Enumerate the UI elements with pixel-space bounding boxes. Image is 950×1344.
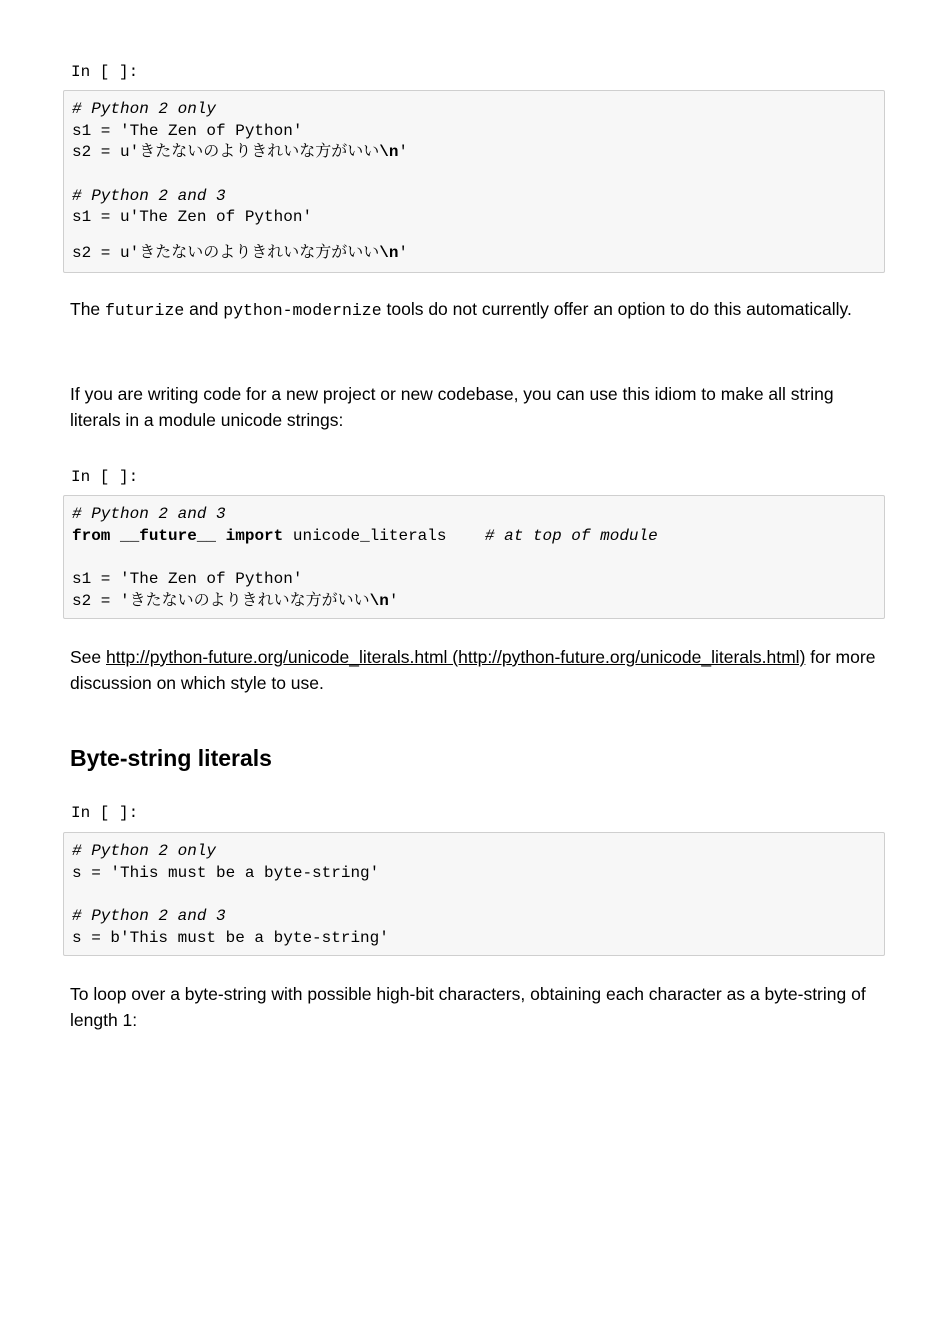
code-line: s1 = 'The Zen of Python' <box>72 121 303 140</box>
cell-prompt: In [ ]: <box>71 468 139 486</box>
inline-code: futurize <box>105 301 185 320</box>
code-text: s2 = 'きたないのよりきれいな方がいい <box>72 591 370 610</box>
text: See <box>70 647 106 667</box>
unicode-literals-link[interactable]: http://python-future.org/unicode_literals.html (http://python-future.org/unicode_literals.html) <box>106 647 806 667</box>
code-line <box>72 591 884 613</box>
cell-prompt: In [ ]: <box>71 804 139 822</box>
code-cell[interactable] <box>63 832 885 956</box>
code-block <box>64 833 884 949</box>
code-line: s = 'This must be a byte-string' <box>72 863 380 882</box>
code-text: ' <box>398 143 409 162</box>
code-line <box>72 243 884 265</box>
code-text: ' <box>398 244 409 263</box>
escape-sequence: \n <box>379 143 399 162</box>
blank-line <box>72 884 884 906</box>
code-block <box>64 496 884 612</box>
markdown-paragraph: To loop over a byte-string with possible high-bit characters, obtaining each character as a byte-string of length 1: <box>70 984 866 1030</box>
markdown-paragraph <box>70 645 880 696</box>
markdown-paragraph <box>70 297 880 324</box>
code-block <box>64 91 884 265</box>
code-line: s1 = 'The Zen of Python' <box>72 570 303 589</box>
escape-sequence: \n <box>379 244 399 263</box>
code-line <box>72 142 884 164</box>
code-comment: # Python 2 and 3 <box>72 186 226 205</box>
code-text: s2 = u'きたないのよりきれいな方がいい <box>72 143 380 162</box>
code-comment: # at top of module <box>484 526 658 545</box>
keyword: import <box>225 526 284 545</box>
code-line: s1 = u'The Zen of Python' <box>72 208 313 227</box>
code-line <box>72 526 884 548</box>
escape-sequence: \n <box>369 591 389 610</box>
code-comment: # Python 2 and 3 <box>72 907 226 926</box>
text: tools do not currently offer an option to do this automatically. <box>381 299 852 319</box>
import-name: unicode_literals <box>292 526 447 545</box>
text: for more discussion on which style to use. <box>70 647 876 693</box>
code-text: s2 = u'きたないのよりきれいな方がいい <box>72 244 380 263</box>
markdown-paragraph: If you are writing code for a new project or new codebase, you can use this idiom to make all string literals in a module unicode strings: <box>70 384 834 430</box>
code-line: s = b'This must be a byte-string' <box>72 928 389 947</box>
section-heading: Byte-string literals <box>70 745 272 771</box>
code-cell[interactable] <box>63 495 885 619</box>
module-name: __future__ <box>120 526 217 545</box>
text: and <box>184 299 224 319</box>
code-comment: # Python 2 only <box>72 842 217 860</box>
code-text: ' <box>388 591 399 610</box>
code-comment: # Python 2 only <box>72 100 217 118</box>
code-cell[interactable] <box>63 90 885 273</box>
cell-prompt: In [ ]: <box>71 63 139 81</box>
blank-line <box>72 547 884 569</box>
keyword: from <box>72 526 111 545</box>
blank-line <box>72 164 884 186</box>
code-comment: # Python 2 and 3 <box>72 505 226 523</box>
text: The <box>70 299 106 319</box>
inline-code: python-modernize <box>223 301 382 320</box>
